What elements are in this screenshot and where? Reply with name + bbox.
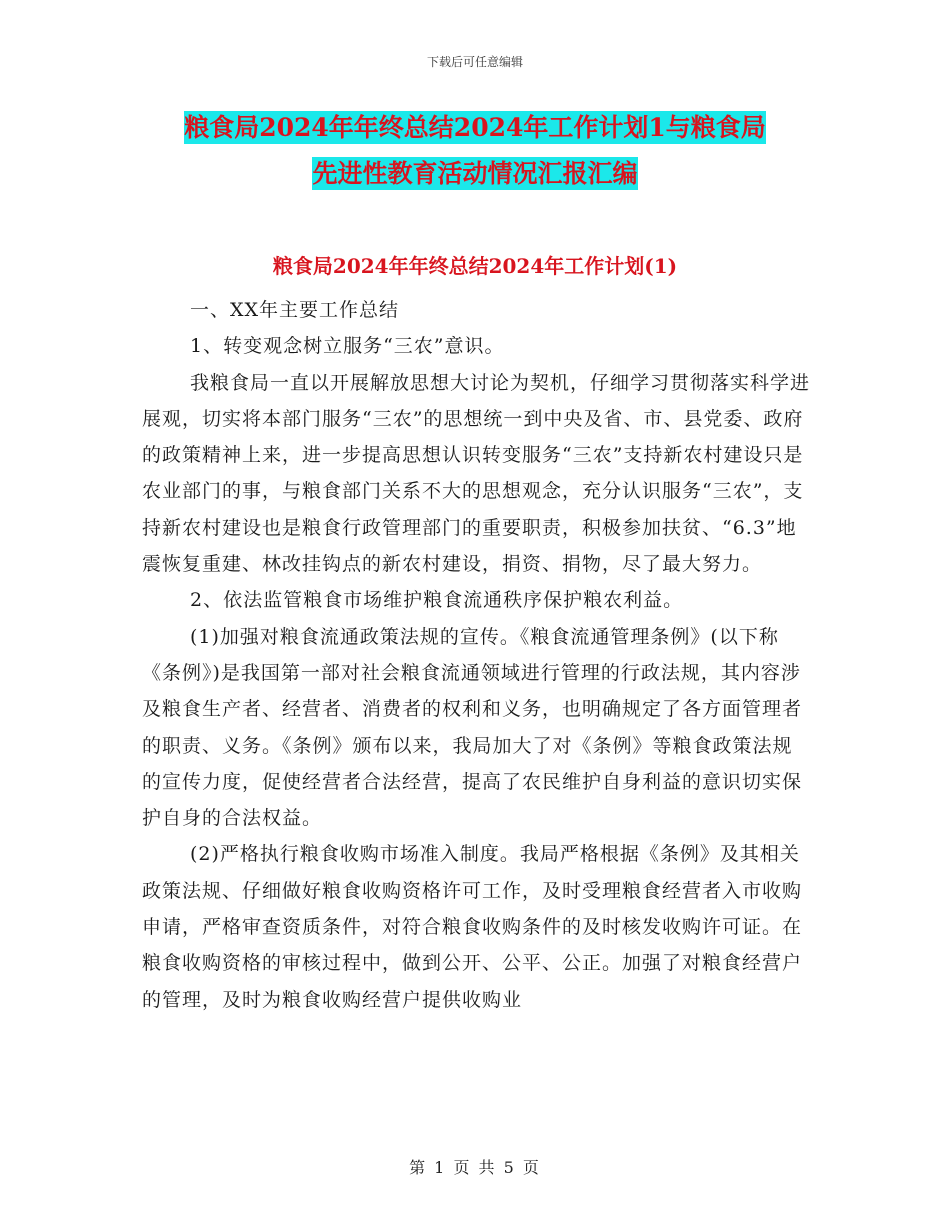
- subsection-heading: 1、转变观念树立服务“三农”意识。: [190, 335, 505, 358]
- document-body: [142, 292, 810, 1018]
- paragraph: (1)加强对粮食流通政策法规的宣传。《粮食流通管理条例》(以下称《条例》)是我国第一部对社会粮食流通领域进行管理的行政法规，其内容涉及粮食生产者、经营者、消费者的权利和义务，也明确规定了各方面管理者的职责、义务。《条例》颁布以来，我局加大了对《条例》等粮食政策法规的宣传力度，促使经营者合法经营，提高了农民维护自身利益的意识切实保护自身的合法权益。: [142, 625, 803, 830]
- subsection-heading: 2、依法监管粮食市场维护粮食流通秩序保护粮农利益。: [190, 589, 684, 612]
- page-footer: 第 1 页 共 5 页: [409, 1158, 541, 1177]
- document-title-line-1: 粮食局2024年年终总结2024年工作计划1与粮食局: [184, 113, 766, 142]
- paragraph: (2)严格执行粮食收购市场准入制度。我局严格根据《条例》及其相关政策法规、仔细做好粮食收购资格许可工作，及时受理粮食经营者入市收购申请，严格审查资质条件，对符合粮食收购条件的及时核发收购许可证。在粮食收购资格的审核过程中，做到公开、公平、公正。加强了对粮食经营户的管理，及时为粮食收购经营户提供收购业: [142, 843, 803, 1011]
- page-header: 下载后可任意编辑: [426, 55, 523, 69]
- section-heading: 一、XX年主要工作总结: [190, 299, 400, 321]
- document-title-line-2: 先进性教育活动情况汇报汇编: [312, 159, 638, 188]
- section-title: 粮食局2024年年终总结2024年工作计划(1): [272, 254, 678, 278]
- paragraph: 我粮食局一直以开展解放思想大讨论为契机，仔细学习贯彻落实科学进展观，切实将本部门服务“三农”的思想统一到中央及省、市、县党委、政府的政策精神上来，进一步提高思想认识转变服务“三农”支持新农村建设只是农业部门的事，与粮食部门关系不大的思想观念，充分认识服务“三农”，支持新农村建设也是粮食行政管理部门的重要职责，积极参加扶贫、“6.3”地震恢复重建、林改挂钩点的新农村建设，捐资、捐物，尽了最大努力。: [142, 371, 811, 576]
